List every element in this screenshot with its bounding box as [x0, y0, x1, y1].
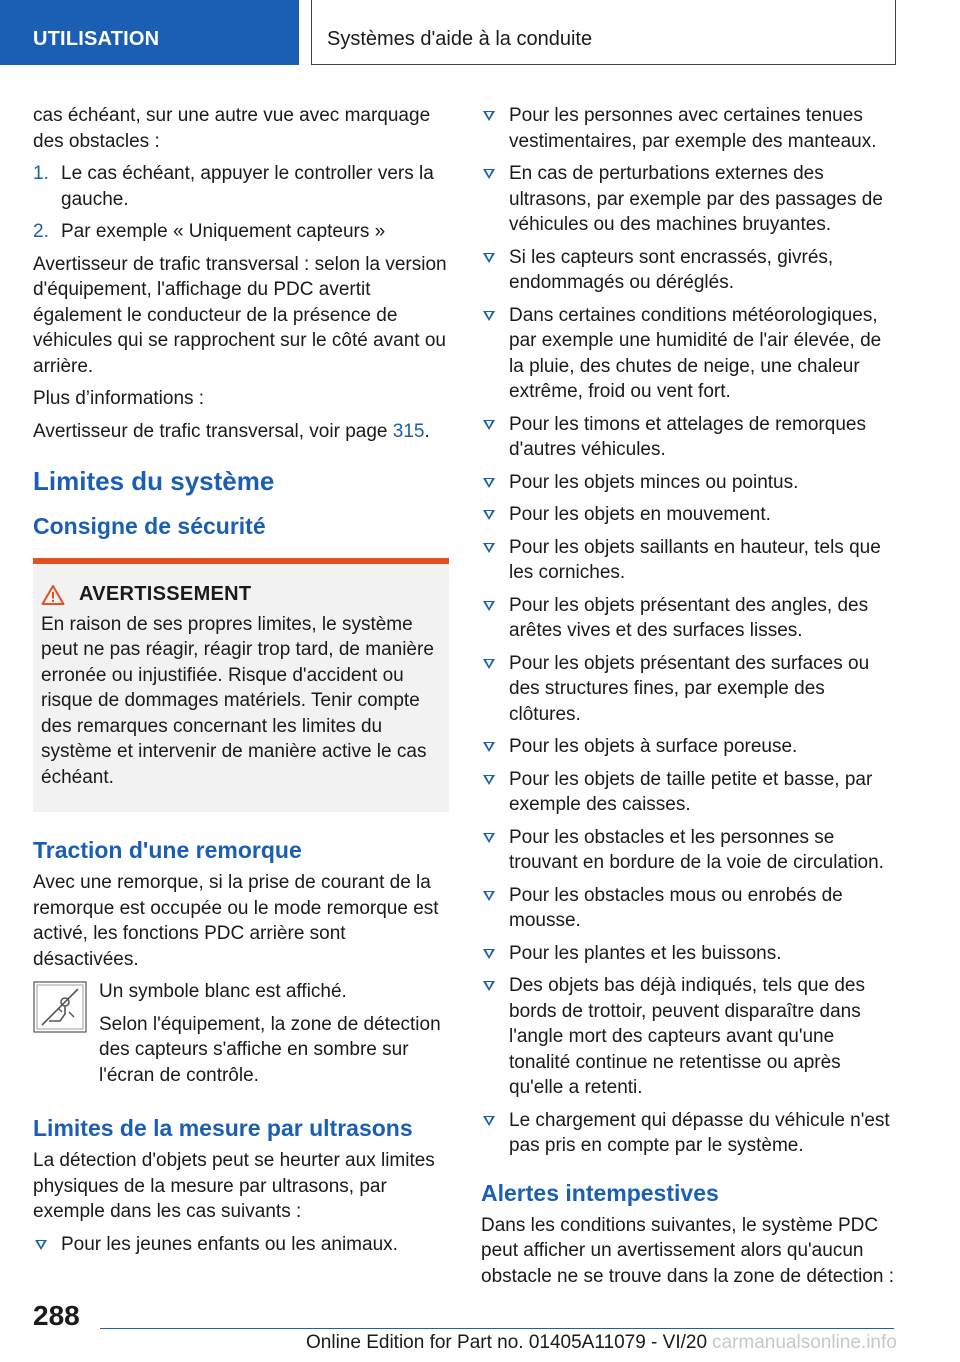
bullet-triangle-icon: [483, 775, 495, 785]
left-column: [33, 103, 449, 1264]
heading-false-alerts: Alertes intempestives: [481, 1179, 719, 1206]
edition-note: Online Edition for Part no. 01405A11079 - VI/20: [306, 1332, 708, 1353]
step-2: [33, 219, 449, 245]
bullet-triangle-icon: [483, 311, 495, 321]
list-item: [481, 651, 897, 728]
list-item: [33, 1232, 449, 1258]
more-info-label: Plus d’informations :: [33, 388, 205, 409]
limitation-list: [481, 103, 897, 1159]
chapter-header: [311, 0, 896, 65]
false-alerts-paragraph: Dans les conditions suivantes, le système PDC peut afficher un avertissement alors qu'aucun obstacle ne se trouve dans la zone de détection :: [481, 1214, 894, 1287]
list-item-text: Dans certaines conditions météorologiques, par exemple une humidité de l'air élevée, de la pluie, des chutes de neige, une chaleur extrême, froid ou vent fort.: [509, 304, 882, 402]
list-item: [481, 161, 897, 238]
bullet-triangle-icon: [483, 981, 495, 991]
bullet-triangle-icon: [483, 1116, 495, 1126]
warning-title: AVERTISSEMENT: [79, 583, 252, 605]
list-item-text: Le chargement qui dépasse du véhicule n'est pas pris en compte par le système.: [509, 1109, 890, 1156]
page-number: 288: [33, 1300, 80, 1331]
list-item: [481, 734, 897, 760]
bullet-triangle-icon: [483, 742, 495, 752]
cross-traffic-paragraph: Avertisseur de trafic transversal : selon la version d'équipement, l'affichage du PDC avertit également le conducteur de la présence de véhicules qui se rapprochent sur le côté avant ou arrière.: [33, 253, 447, 377]
list-item-text: Pour les objets présentant des surfaces ou des structures fines, par exemple des clôtures.: [509, 652, 870, 725]
page-link[interactable]: 315: [392, 420, 425, 442]
symbol-line-2: Selon l'équipement, la zone de détection des capteurs s'affiche en sombre sur l'écran de contrôle.: [99, 1013, 441, 1086]
list-item: [481, 973, 897, 1101]
bullet-triangle-icon: [483, 420, 495, 430]
intro-paragraph: cas échéant, sur une autre vue avec marquage des obstacles :: [33, 105, 431, 152]
list-item: [481, 103, 897, 154]
list-item: [481, 883, 897, 934]
step-text: Par exemple « Uniquement capteurs »: [61, 221, 386, 242]
reference-end: .: [424, 420, 430, 442]
step-text: Le cas échéant, appuyer le controller vers la gauche.: [61, 163, 434, 210]
heading-ultrasonic: Limites de la mesure par ultrasons: [33, 1115, 413, 1141]
list-item: [481, 593, 897, 644]
bullet-triangle-icon: [483, 659, 495, 669]
chapter-title: Systèmes d'aide à la conduite: [327, 28, 593, 50]
list-item-text: Pour les objets minces ou pointus.: [509, 471, 799, 493]
list-item-text: Des objets bas déjà indiqués, tels que des bords de trottoir, peuvent disparaître dans l'angle mort des capteurs avant qu'une tonalité continue ne retentisse ou après qu'elle a retenti.: [509, 975, 865, 1098]
bullet-triangle-icon: [483, 510, 495, 520]
list-item-text: Pour les objets présentant des angles, des arêtes vives et des surfaces lisses.: [509, 594, 869, 641]
reference-text: Avertisseur de trafic transversal, voir page: [33, 420, 393, 442]
ultrasonic-paragraph: La détection d'objets peut se heurter aux limites physiques de la mesure par ultrasons, par exemple dans les cas suivants :: [33, 1150, 435, 1222]
bullet-triangle-icon: [483, 543, 495, 553]
trailer-paragraph: Avec une remorque, si la prise de courant de la remorque est occupée ou le mode remorque est activé, les fonctions PDC arrière sont désactivées.: [33, 872, 439, 970]
list-item-text: Si les capteurs sont encrassés, givrés, endommagés ou déréglés.: [509, 246, 834, 293]
section-title: UTILISATION: [33, 28, 160, 50]
heading-limits: Limites du système: [33, 466, 275, 496]
list-item: [481, 303, 897, 405]
list-item-text: Pour les timons et attelages de remorques d'autres véhicules.: [509, 413, 866, 460]
bullet-triangle-icon: [483, 111, 495, 121]
list-item: [481, 767, 897, 818]
list-item-text: Pour les jeunes enfants ou les animaux.: [61, 1233, 398, 1255]
bullet-triangle-icon: [483, 253, 495, 263]
trailer-hitch-icon: [33, 981, 87, 1033]
list-item: [481, 470, 897, 496]
warning-header: [41, 582, 441, 608]
list-item-text: En cas de perturbations externes des ultrasons, par exemple par des passages de véhicules ou des machines bruyantes.: [509, 163, 883, 235]
warning-triangle-icon: [41, 584, 65, 606]
heading-trailer: Traction d'une remorque: [33, 837, 302, 863]
footer-rule: [100, 1328, 894, 1329]
list-item: [481, 1108, 897, 1159]
list-item-text: Pour les objets en mouvement.: [509, 504, 771, 525]
trailer-symbol-row: [33, 979, 449, 1088]
list-item: [481, 502, 897, 528]
heading-safety: Consigne de sécurité: [33, 513, 266, 539]
cross-reference: [33, 419, 449, 445]
list-item-text: Pour les objets saillants en hauteur, tels que les corniches.: [509, 536, 881, 583]
watermark: carmanualsonline.info: [712, 1332, 897, 1353]
section-tab: [0, 0, 299, 65]
warning-text: En raison de ses propres limites, le système peut ne pas réagir, réagir trop tard, de manière erronée ou injustifiée. Risque d'accident ou risque de dommages matériels. Tenir compte des remarques concernant les limites du système et intervenir de manière active le cas échéant.: [41, 613, 434, 788]
list-item-text: Pour les personnes avec certaines tenues vestimentaires, par exemple des manteaux.: [509, 105, 877, 152]
list-item: [481, 941, 897, 967]
bullet-triangle-icon: [483, 169, 495, 179]
step-number: 2.: [33, 221, 49, 242]
right-column: [481, 103, 897, 1296]
symbol-line-1: Un symbole blanc est affiché.: [99, 981, 347, 1002]
step-1: [33, 161, 449, 212]
list-item: [481, 535, 897, 586]
bullet-triangle-icon: [483, 833, 495, 843]
list-item-text: Pour les plantes et les buissons.: [509, 942, 782, 964]
list-item: [481, 245, 897, 296]
bullet-triangle-icon: [483, 478, 495, 488]
list-item-text: Pour les objets de taille petite et basse, par exemple des caisses.: [509, 768, 873, 815]
bullet-triangle-icon: [483, 891, 495, 901]
list-item-text: Pour les obstacles et les personnes se trouvant en bordure de la voie de circulation.: [509, 826, 884, 873]
list-item: [481, 412, 897, 463]
list-item-text: Pour les obstacles mous ou enrobés de mousse.: [509, 884, 843, 931]
bullet-triangle-icon: [35, 1240, 47, 1250]
warning-box: [33, 558, 449, 812]
step-number: 1.: [33, 163, 49, 184]
list-item: [481, 825, 897, 876]
list-item-text: Pour les objets à surface poreuse.: [509, 736, 798, 757]
bullet-triangle-icon: [483, 949, 495, 959]
bullet-triangle-icon: [483, 601, 495, 611]
